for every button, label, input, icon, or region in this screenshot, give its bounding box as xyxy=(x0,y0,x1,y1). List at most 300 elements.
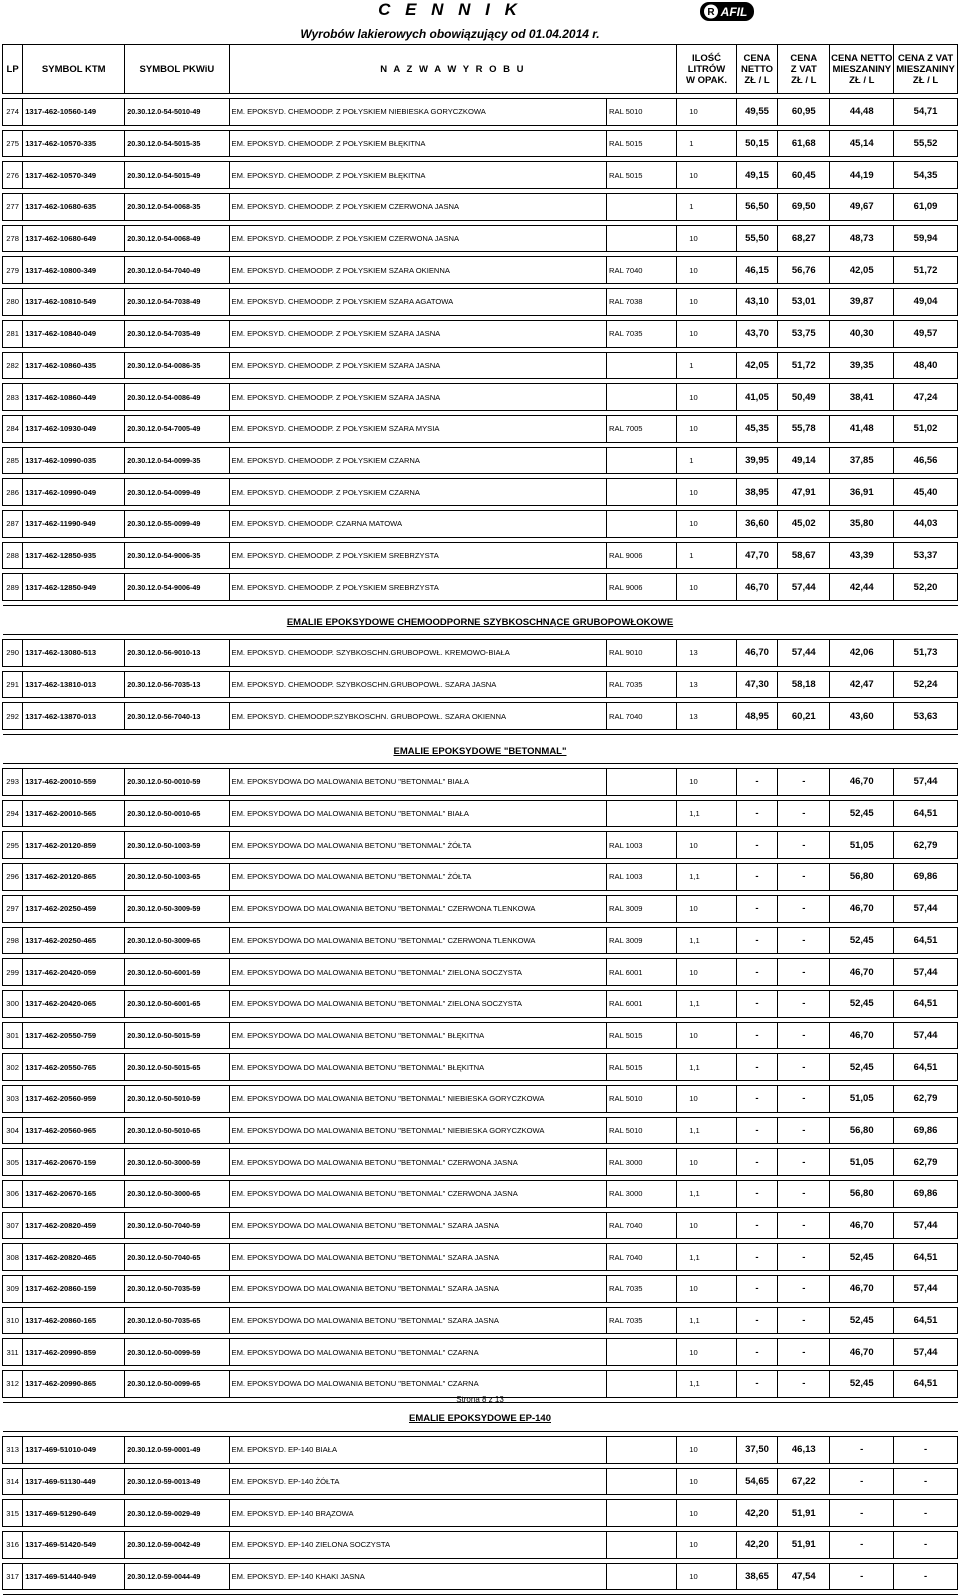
cell-vat: 69,50 xyxy=(778,194,830,221)
table-row xyxy=(3,1181,958,1208)
cell-lp: 281 xyxy=(3,320,23,347)
table-row xyxy=(3,990,958,1017)
cell-symbol-ktm: 1317-462-20550-765 xyxy=(23,1054,125,1081)
cell-ral: RAL 5010 xyxy=(607,1085,677,1112)
cell-vat: 47,54 xyxy=(778,1563,830,1590)
table-row xyxy=(3,1436,958,1463)
cell-name: EM. EPOKSYD. CHEMOODP. Z POŁYSKIEM SZARA AGATOWA xyxy=(229,289,607,316)
cell-mix-netto: 42,44 xyxy=(830,574,894,601)
table-row xyxy=(3,1339,958,1366)
cell-symbol-ktm: 1317-469-51420-549 xyxy=(23,1531,125,1558)
table-row xyxy=(3,257,958,284)
cell-lp: 291 xyxy=(3,671,23,698)
cell-lp: 294 xyxy=(3,800,23,827)
cell-vat: - xyxy=(778,1276,830,1303)
price-table xyxy=(2,44,958,1595)
cell-symbol-ktm: 1317-462-10860-449 xyxy=(23,384,125,411)
cell-qty: 13 xyxy=(677,703,737,730)
cell-lp: 285 xyxy=(3,447,23,474)
cell-vat: - xyxy=(778,800,830,827)
cell-symbol-ktm: 1317-469-51290-649 xyxy=(23,1500,125,1527)
cell-mix-netto: - xyxy=(830,1531,894,1558)
cell-mix-vat: 69,86 xyxy=(894,864,958,891)
cell-netto: - xyxy=(736,1054,777,1081)
cell-name: EM. EPOKSYD. CHEMOODP. SZYBKOSCHN.GRUBOPOWŁ. SZARA JASNA xyxy=(229,671,607,698)
cell-name: EM. EPOKSYD. CHEMOODP. Z POŁYSKIEM CZERWONA JASNA xyxy=(229,225,607,252)
cell-lp: 311 xyxy=(3,1339,23,1366)
cell-symbol-ktm: 1317-462-10860-435 xyxy=(23,352,125,379)
cell-netto: 39,95 xyxy=(736,447,777,474)
header-line: ZŁ / L xyxy=(849,74,875,86)
cell-netto: - xyxy=(736,1339,777,1366)
cell-symbol-ktm: 1317-462-10840-049 xyxy=(23,320,125,347)
cell-lp: 298 xyxy=(3,927,23,954)
cell-qty: 1,1 xyxy=(677,800,737,827)
cell-lp: 278 xyxy=(3,225,23,252)
cell-ral: RAL 5010 xyxy=(607,99,677,126)
cell-mix-netto: 52,45 xyxy=(830,1307,894,1334)
cell-symbol-ktm: 1317-462-10570-349 xyxy=(23,162,125,189)
cell-mix-netto: 45,14 xyxy=(830,130,894,157)
table-row xyxy=(3,447,958,474)
cell-symbol-pkwiu: 20.30.12.0-50-6001-65 xyxy=(125,990,229,1017)
cell-symbol-pkwiu: 20.30.12.0-50-1003-59 xyxy=(125,832,229,859)
cell-symbol-pkwiu: 20.30.12.0-56-7040-13 xyxy=(125,703,229,730)
table-row xyxy=(3,542,958,569)
cell-symbol-ktm: 1317-469-51130-449 xyxy=(23,1468,125,1495)
col-netto xyxy=(736,45,777,94)
cell-qty: 13 xyxy=(677,640,737,667)
cell-ral xyxy=(607,384,677,411)
cell-ral xyxy=(607,1371,677,1398)
cell-vat: - xyxy=(778,959,830,986)
cell-vat: - xyxy=(778,1149,830,1176)
cell-symbol-pkwiu: 20.30.12.0-59-0001-49 xyxy=(125,1436,229,1463)
header-line: MIESZANINY xyxy=(896,63,955,75)
cell-vat: 51,91 xyxy=(778,1500,830,1527)
cell-symbol-ktm: 1317-462-20420-065 xyxy=(23,990,125,1017)
cell-ral xyxy=(607,510,677,537)
cell-mix-netto: 39,35 xyxy=(830,352,894,379)
cell-qty: 10 xyxy=(677,1085,737,1112)
cell-ral xyxy=(607,1531,677,1558)
cell-qty: 10 xyxy=(677,415,737,442)
cell-ral: RAL 6001 xyxy=(607,990,677,1017)
cell-qty: 13 xyxy=(677,671,737,698)
cell-netto: - xyxy=(736,1307,777,1334)
page-title: C E N N I K xyxy=(378,0,522,19)
table-row xyxy=(3,1500,958,1527)
cell-name: EM. EPOKSYDOWA DO MALOWANIA BETONU "BETONMAL" BIAŁA xyxy=(229,769,607,796)
row-spacer xyxy=(3,1590,958,1595)
col-symbol-pkwiu: SYMBOL PKWiU xyxy=(125,45,229,94)
cell-netto: 38,95 xyxy=(736,479,777,506)
cell-ral: RAL 3000 xyxy=(607,1149,677,1176)
cell-ral: RAL 1003 xyxy=(607,832,677,859)
cell-symbol-pkwiu: 20.30.12.0-54-7005-49 xyxy=(125,415,229,442)
cell-ral: RAL 7035 xyxy=(607,320,677,347)
table-row xyxy=(3,194,958,221)
cell-ral xyxy=(607,1468,677,1495)
cell-netto: - xyxy=(736,864,777,891)
section-cell xyxy=(3,606,958,635)
cell-mix-vat: 61,09 xyxy=(894,194,958,221)
cell-vat: - xyxy=(778,1054,830,1081)
cell-lp: 275 xyxy=(3,130,23,157)
cell-lp: 314 xyxy=(3,1468,23,1495)
cell-symbol-pkwiu: 20.30.12.0-54-7038-49 xyxy=(125,289,229,316)
cell-lp: 283 xyxy=(3,384,23,411)
cell-mix-vat: 64,51 xyxy=(894,1371,958,1398)
table-row xyxy=(3,289,958,316)
cell-name: EM. EPOKSYD. CHEMOODP. Z POŁYSKIEM CZERWONA JASNA xyxy=(229,194,607,221)
cell-name: EM. EPOKSYD. CHEMOODP.SZYBKOSCHN. GRUBOPOWŁ. SZARA OKIENNA xyxy=(229,703,607,730)
table-row xyxy=(3,959,958,986)
cell-ral xyxy=(607,769,677,796)
cell-vat: 53,75 xyxy=(778,320,830,347)
cell-name: EM. EPOKSYD. CHEMOODP. Z POŁYSKIEM BŁĘKITNA xyxy=(229,130,607,157)
cell-netto: 55,50 xyxy=(736,225,777,252)
cell-netto: - xyxy=(736,1022,777,1049)
cell-netto: - xyxy=(736,1212,777,1239)
table-body xyxy=(3,94,958,1595)
cell-qty: 10 xyxy=(677,832,737,859)
cell-netto: - xyxy=(736,1085,777,1112)
cell-name: EM. EPOKSYD. CHEMOODP. Z POŁYSKIEM BŁĘKITNA xyxy=(229,162,607,189)
cell-name: EM. EPOKSYDOWA DO MALOWANIA BETONU "BETONMAL" CZERWONA TLENKOWA xyxy=(229,927,607,954)
cell-symbol-ktm: 1317-462-11990-949 xyxy=(23,510,125,537)
table-row xyxy=(3,769,958,796)
cell-symbol-ktm: 1317-462-10680-635 xyxy=(23,194,125,221)
cell-symbol-pkwiu: 20.30.12.0-50-7035-65 xyxy=(125,1307,229,1334)
header-line: W OPAK. xyxy=(685,74,727,86)
cell-mix-vat: - xyxy=(894,1531,958,1558)
cell-lp: 302 xyxy=(3,1054,23,1081)
cell-symbol-pkwiu: 20.30.12.0-55-0099-49 xyxy=(125,510,229,537)
cell-ral: RAL 7040 xyxy=(607,1244,677,1271)
cell-mix-vat: - xyxy=(894,1468,958,1495)
cell-name: EM. EPOKSYD. CHEMOODP. Z POŁYSKIEM CZARNA xyxy=(229,447,607,474)
cell-symbol-pkwiu: 20.30.12.0-50-5015-65 xyxy=(125,1054,229,1081)
cell-name: EM. EPOKSYDOWA DO MALOWANIA BETONU "BETONMAL" CZARNA xyxy=(229,1371,607,1398)
col-symbol-ktm: SYMBOL KTM xyxy=(23,45,125,94)
cell-qty: 10 xyxy=(677,895,737,922)
cell-symbol-pkwiu: 20.30.12.0-50-5010-59 xyxy=(125,1085,229,1112)
cell-name: EM. EPOKSYDOWA DO MALOWANIA BETONU "BETONMAL" ŻÓŁTA xyxy=(229,864,607,891)
cell-name: EM. EPOKSYDOWA DO MALOWANIA BETONU "BETONMAL" NIEBIESKA GORYCZKOWA xyxy=(229,1117,607,1144)
cell-lp: 288 xyxy=(3,542,23,569)
cell-symbol-ktm: 1317-462-20120-865 xyxy=(23,864,125,891)
cell-symbol-ktm: 1317-462-10930-049 xyxy=(23,415,125,442)
table-row xyxy=(3,671,958,698)
cell-vat: - xyxy=(778,990,830,1017)
cell-vat: 60,95 xyxy=(778,99,830,126)
cell-symbol-ktm: 1317-462-20820-459 xyxy=(23,1212,125,1239)
cell-symbol-pkwiu: 20.30.12.0-50-3000-59 xyxy=(125,1149,229,1176)
cell-qty: 10 xyxy=(677,1563,737,1590)
header-line: CENA xyxy=(790,52,818,64)
cell-qty: 1,1 xyxy=(677,990,737,1017)
cell-symbol-ktm: 1317-462-10570-335 xyxy=(23,130,125,157)
cell-vat: - xyxy=(778,927,830,954)
cell-lp: 296 xyxy=(3,864,23,891)
cell-mix-netto: - xyxy=(830,1468,894,1495)
cell-symbol-ktm: 1317-462-10680-649 xyxy=(23,225,125,252)
cell-ral xyxy=(607,225,677,252)
cell-symbol-pkwiu: 20.30.12.0-59-0042-49 xyxy=(125,1531,229,1558)
cell-netto: - xyxy=(736,990,777,1017)
table-row xyxy=(3,1307,958,1334)
cell-lp: 315 xyxy=(3,1500,23,1527)
cell-mix-netto: 42,47 xyxy=(830,671,894,698)
cell-symbol-pkwiu: 20.30.12.0-50-3009-65 xyxy=(125,927,229,954)
table-row xyxy=(3,895,958,922)
cell-vat: - xyxy=(778,1339,830,1366)
cell-netto: - xyxy=(736,769,777,796)
cell-ral: RAL 7038 xyxy=(607,289,677,316)
cell-lp: 295 xyxy=(3,832,23,859)
cell-mix-vat: 64,51 xyxy=(894,990,958,1017)
cell-ral xyxy=(607,1500,677,1527)
cell-ral: RAL 5010 xyxy=(607,1117,677,1144)
col-vat xyxy=(778,45,830,94)
cell-mix-vat: 57,44 xyxy=(894,1212,958,1239)
cell-qty: 10 xyxy=(677,1500,737,1527)
cell-qty: 10 xyxy=(677,769,737,796)
cell-netto: 43,70 xyxy=(736,320,777,347)
cell-lp: 276 xyxy=(3,162,23,189)
svg-text:AFIL: AFIL xyxy=(720,5,748,19)
cell-name: EM. EPOKSYD. EP-140 BRĄZOWA xyxy=(229,1500,607,1527)
cell-lp: 309 xyxy=(3,1276,23,1303)
cell-mix-vat: 52,24 xyxy=(894,671,958,698)
cell-symbol-pkwiu: 20.30.12.0-54-0099-49 xyxy=(125,479,229,506)
cell-mix-netto: 46,70 xyxy=(830,769,894,796)
cell-ral: RAL 3000 xyxy=(607,1181,677,1208)
cell-qty: 10 xyxy=(677,1531,737,1558)
cell-symbol-pkwiu: 20.30.12.0-59-0029-49 xyxy=(125,1500,229,1527)
page-subtitle: Wyrobów lakierowych obowiązujący od 01.04.2014 r. xyxy=(300,27,600,41)
cell-mix-netto: 35,80 xyxy=(830,510,894,537)
header-line: ZŁ / L xyxy=(791,74,817,86)
cell-mix-vat: 69,86 xyxy=(894,1181,958,1208)
cell-mix-vat: - xyxy=(894,1500,958,1527)
cell-mix-vat: 62,79 xyxy=(894,1149,958,1176)
cell-mix-vat: 64,51 xyxy=(894,1307,958,1334)
cell-mix-netto: 51,05 xyxy=(830,1085,894,1112)
cell-symbol-pkwiu: 20.30.12.0-50-5010-65 xyxy=(125,1117,229,1144)
header-line: CENA xyxy=(743,52,771,64)
cell-name: EM. EPOKSYDOWA DO MALOWANIA BETONU "BETONMAL" SZARA JASNA xyxy=(229,1244,607,1271)
cell-symbol-pkwiu: 20.30.12.0-50-1003-65 xyxy=(125,864,229,891)
table-row xyxy=(3,479,958,506)
cell-name: EM. EPOKSYDOWA DO MALOWANIA BETONU "BETONMAL" CZERWONA JASNA xyxy=(229,1181,607,1208)
cell-lp: 300 xyxy=(3,990,23,1017)
cell-name: EM. EPOKSYD. CHEMOODP. Z POŁYSKIEM SZARA JASNA xyxy=(229,384,607,411)
cell-mix-netto: 44,19 xyxy=(830,162,894,189)
cell-vat: 51,91 xyxy=(778,1531,830,1558)
row-spacer-cell xyxy=(3,1590,958,1595)
cell-mix-netto: 49,67 xyxy=(830,194,894,221)
cell-symbol-ktm: 1317-462-20010-559 xyxy=(23,769,125,796)
table-row xyxy=(3,1563,958,1590)
cell-symbol-pkwiu: 20.30.12.0-54-0099-35 xyxy=(125,447,229,474)
cell-qty: 1 xyxy=(677,352,737,379)
cell-mix-vat: 53,37 xyxy=(894,542,958,569)
cell-mix-vat: 44,03 xyxy=(894,510,958,537)
cell-symbol-pkwiu: 20.30.12.0-59-0044-49 xyxy=(125,1563,229,1590)
cell-qty: 10 xyxy=(677,1149,737,1176)
header-line: MIESZANINY xyxy=(832,63,892,75)
table-row xyxy=(3,574,958,601)
cell-ral: RAL 6001 xyxy=(607,959,677,986)
cell-mix-netto: 52,45 xyxy=(830,927,894,954)
cell-name: EM. EPOKSYDOWA DO MALOWANIA BETONU "BETONMAL" ŻÓŁTA xyxy=(229,832,607,859)
cell-mix-vat: 69,86 xyxy=(894,1117,958,1144)
cell-netto: - xyxy=(736,1371,777,1398)
cell-lp: 305 xyxy=(3,1149,23,1176)
table-row xyxy=(3,1276,958,1303)
cell-symbol-pkwiu: 20.30.12.0-50-0099-65 xyxy=(125,1371,229,1398)
cell-symbol-pkwiu: 20.30.12.0-54-7040-49 xyxy=(125,257,229,284)
cell-lp: 284 xyxy=(3,415,23,442)
cell-name: EM. EPOKSYDOWA DO MALOWANIA BETONU "BETONMAL" BIAŁA xyxy=(229,800,607,827)
cell-name: EM. EPOKSYD. CHEMOODP. Z POŁYSKIEM SZARA OKIENNA xyxy=(229,257,607,284)
cell-name: EM. EPOKSYDOWA DO MALOWANIA BETONU "BETONMAL" SZARA JASNA xyxy=(229,1307,607,1334)
cell-vat: 56,76 xyxy=(778,257,830,284)
cell-symbol-pkwiu: 20.30.12.0-50-7035-59 xyxy=(125,1276,229,1303)
cell-lp: 308 xyxy=(3,1244,23,1271)
table-row xyxy=(3,162,958,189)
table-row xyxy=(3,800,958,827)
cell-ral: RAL 7040 xyxy=(607,1212,677,1239)
cell-lp: 306 xyxy=(3,1181,23,1208)
cell-ral: RAL 7005 xyxy=(607,415,677,442)
cell-symbol-pkwiu: 20.30.12.0-54-0086-35 xyxy=(125,352,229,379)
table-row xyxy=(3,320,958,347)
table-row xyxy=(3,415,958,442)
header-line: CENA Z VAT xyxy=(897,52,954,64)
cell-ral xyxy=(607,800,677,827)
cell-vat: - xyxy=(778,832,830,859)
cell-netto: 38,65 xyxy=(736,1563,777,1590)
cell-ral: RAL 3009 xyxy=(607,927,677,954)
cell-netto: - xyxy=(736,1117,777,1144)
cell-lp: 307 xyxy=(3,1212,23,1239)
cell-mix-vat: - xyxy=(894,1436,958,1463)
cell-mix-netto: 43,39 xyxy=(830,542,894,569)
cell-qty: 10 xyxy=(677,384,737,411)
table-row xyxy=(3,1212,958,1239)
cell-mix-netto: 40,30 xyxy=(830,320,894,347)
table-row xyxy=(3,703,958,730)
cell-mix-vat: 49,04 xyxy=(894,289,958,316)
cell-ral: RAL 1003 xyxy=(607,864,677,891)
cell-symbol-ktm: 1317-462-20560-959 xyxy=(23,1085,125,1112)
cell-mix-netto: 52,45 xyxy=(830,800,894,827)
cell-ral: RAL 5015 xyxy=(607,162,677,189)
cell-lp: 279 xyxy=(3,257,23,284)
cell-netto: 37,50 xyxy=(736,1436,777,1463)
cell-mix-vat: 51,72 xyxy=(894,257,958,284)
cell-mix-netto: 46,70 xyxy=(830,1276,894,1303)
cell-mix-vat: 49,57 xyxy=(894,320,958,347)
page-footer: Strona 8 z 13 xyxy=(456,1395,504,1404)
cell-symbol-pkwiu: 20.30.12.0-50-5015-59 xyxy=(125,1022,229,1049)
cell-lp: 313 xyxy=(3,1436,23,1463)
cell-mix-vat: 57,44 xyxy=(894,959,958,986)
cell-symbol-ktm: 1317-462-20250-459 xyxy=(23,895,125,922)
cell-mix-netto: - xyxy=(830,1436,894,1463)
cell-symbol-pkwiu: 20.30.12.0-54-7035-49 xyxy=(125,320,229,347)
cell-symbol-pkwiu: 20.30.12.0-56-7035-13 xyxy=(125,671,229,698)
cell-lp: 286 xyxy=(3,479,23,506)
section-heading: EMALIE EPOKSYDOWE "BETONMAL" xyxy=(393,745,567,757)
cell-symbol-pkwiu: 20.30.12.0-54-0068-35 xyxy=(125,194,229,221)
cell-vat: 45,02 xyxy=(778,510,830,537)
cell-mix-vat: 54,71 xyxy=(894,99,958,126)
cell-netto: 46,70 xyxy=(736,574,777,601)
cell-qty: 1,1 xyxy=(677,864,737,891)
header-line: CENA NETTO xyxy=(831,52,893,64)
cell-mix-vat: 64,51 xyxy=(894,800,958,827)
cell-name: EM. EPOKSYD. CHEMOODP. Z POŁYSKIEM CZARNA xyxy=(229,479,607,506)
cell-vat: 67,22 xyxy=(778,1468,830,1495)
col-lp: LP xyxy=(3,45,23,94)
table-row xyxy=(3,1022,958,1049)
cell-qty: 10 xyxy=(677,257,737,284)
cell-ral xyxy=(607,447,677,474)
cell-name: EM. EPOKSYD. CHEMOODP. Z POŁYSKIEM SREBRZYSTA xyxy=(229,574,607,601)
cell-vat: 46,13 xyxy=(778,1436,830,1463)
cell-mix-netto: 51,05 xyxy=(830,832,894,859)
cell-symbol-ktm: 1317-469-51010-049 xyxy=(23,1436,125,1463)
cell-ral: RAL 7035 xyxy=(607,671,677,698)
col-mix-vat xyxy=(894,45,958,94)
cell-netto: - xyxy=(736,927,777,954)
cell-qty: 1,1 xyxy=(677,927,737,954)
cell-mix-netto: 52,45 xyxy=(830,1054,894,1081)
table-row xyxy=(3,1117,958,1144)
cell-vat: - xyxy=(778,1085,830,1112)
cell-mix-netto: 43,60 xyxy=(830,703,894,730)
cell-ral xyxy=(607,194,677,221)
cell-qty: 1 xyxy=(677,194,737,221)
cell-symbol-ktm: 1317-462-13080-513 xyxy=(23,640,125,667)
cell-lp: 287 xyxy=(3,510,23,537)
cell-symbol-ktm: 1317-469-51440-949 xyxy=(23,1563,125,1590)
cell-mix-vat: - xyxy=(894,1563,958,1590)
cell-name: EM. EPOKSYDOWA DO MALOWANIA BETONU "BETONMAL" BŁĘKITNA xyxy=(229,1054,607,1081)
cell-name: EM. EPOKSYD. CHEMOODP. Z POŁYSKIEM SZARA JASNA xyxy=(229,352,607,379)
cell-lp: 304 xyxy=(3,1117,23,1144)
cell-mix-vat: 54,35 xyxy=(894,162,958,189)
cell-mix-netto: 44,48 xyxy=(830,99,894,126)
cell-vat: - xyxy=(778,1117,830,1144)
cell-lp: 316 xyxy=(3,1531,23,1558)
cell-netto: 56,50 xyxy=(736,194,777,221)
table-row xyxy=(3,130,958,157)
cell-lp: 277 xyxy=(3,194,23,221)
svg-text:R: R xyxy=(707,7,715,18)
cell-netto: - xyxy=(736,1276,777,1303)
cell-netto: 47,30 xyxy=(736,671,777,698)
cell-qty: 10 xyxy=(677,162,737,189)
cell-mix-vat: 45,40 xyxy=(894,479,958,506)
cell-symbol-ktm: 1317-462-20990-865 xyxy=(23,1371,125,1398)
cell-qty: 10 xyxy=(677,225,737,252)
table-row xyxy=(3,1085,958,1112)
